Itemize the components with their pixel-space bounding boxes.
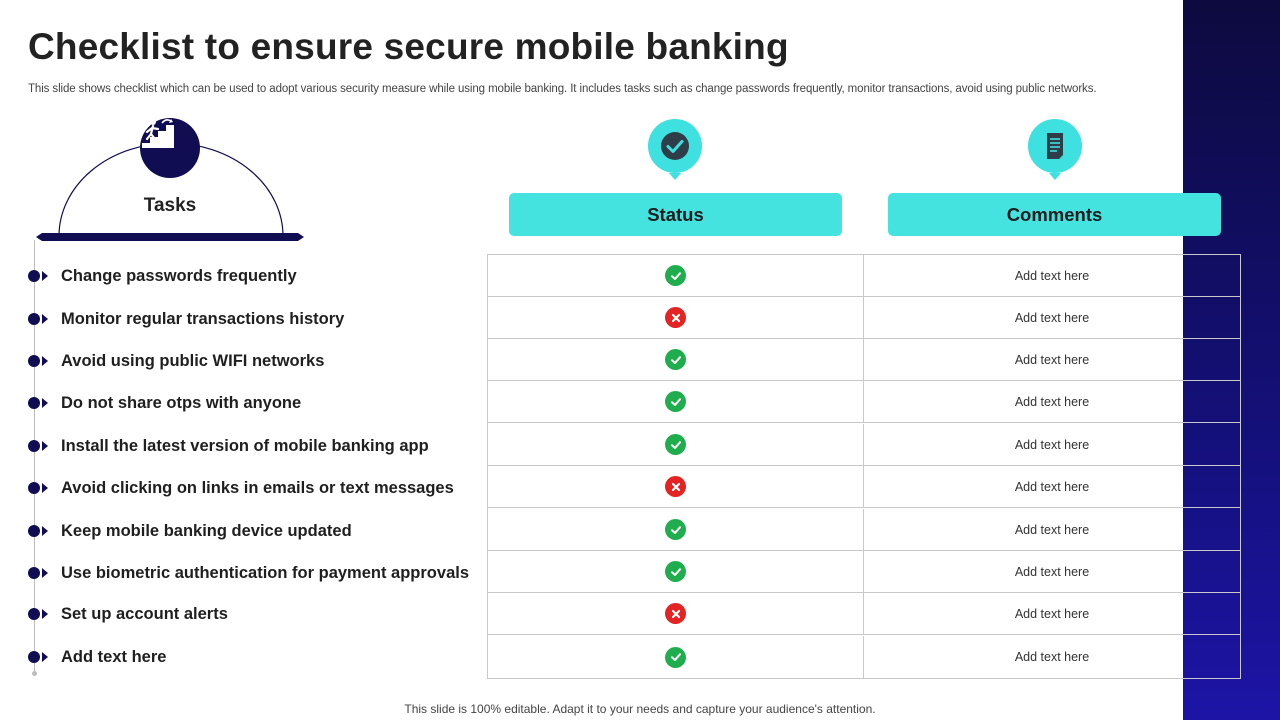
task-item bbox=[28, 382, 301, 424]
tasks-label: Tasks bbox=[143, 195, 197, 216]
task-text: Use biometric authentication for payment approvals bbox=[61, 563, 470, 582]
table-row bbox=[488, 551, 1240, 593]
bullet-icon bbox=[28, 481, 50, 495]
comment-cell: Add text here bbox=[1014, 564, 1090, 579]
status-cell bbox=[488, 551, 864, 592]
status-column-header: Status bbox=[509, 193, 842, 236]
status-icon-pointer bbox=[669, 173, 681, 180]
comment-cell: Add text here bbox=[1014, 522, 1090, 537]
comment-cell: Add text here bbox=[1014, 479, 1090, 494]
check-circle-icon bbox=[665, 265, 686, 286]
table-row bbox=[488, 339, 1240, 381]
bullet-icon bbox=[28, 524, 50, 538]
task-item bbox=[28, 552, 469, 594]
check-circle-icon bbox=[665, 519, 686, 540]
bullet-icon bbox=[28, 269, 50, 283]
status-cell bbox=[488, 466, 864, 507]
task-text: Do not share otps with anyone bbox=[61, 393, 302, 412]
comment-cell: Add text here bbox=[1014, 394, 1090, 409]
task-item bbox=[28, 298, 344, 340]
tasks-header bbox=[36, 118, 304, 242]
cross-circle-icon bbox=[665, 476, 686, 497]
bullet-icon bbox=[28, 650, 50, 664]
check-circle-icon bbox=[665, 647, 686, 668]
task-item bbox=[28, 636, 166, 678]
slide-subtitle: This slide shows checklist which can be used to adopt various security measure while using mobile banking. It includes tasks such as change passwords frequently, monitor transactions, avoid using public networks. bbox=[28, 83, 1097, 95]
checkmark-icon bbox=[648, 119, 702, 173]
task-item bbox=[28, 340, 324, 382]
check-circle-icon bbox=[665, 349, 686, 370]
comment-cell: Add text here bbox=[1014, 437, 1090, 452]
footer-note: This slide is 100% editable. Adapt it to your needs and capture your audience's attention. bbox=[404, 702, 876, 716]
status-cell bbox=[488, 424, 864, 465]
person-climbing-stairs-icon bbox=[140, 118, 200, 178]
task-item bbox=[28, 467, 454, 509]
table-row bbox=[488, 509, 1240, 551]
task-text: Avoid clicking on links in emails or text messages bbox=[61, 478, 454, 497]
task-item bbox=[28, 510, 352, 552]
task-item bbox=[28, 593, 228, 635]
task-text: Set up account alerts bbox=[61, 604, 228, 623]
table-row bbox=[488, 593, 1240, 635]
table-row bbox=[488, 466, 1240, 508]
comments-icon-pointer bbox=[1049, 173, 1061, 180]
status-cell bbox=[488, 381, 864, 422]
cross-circle-icon bbox=[665, 307, 686, 328]
status-cell bbox=[488, 593, 864, 634]
check-circle-icon bbox=[665, 434, 686, 455]
status-cell bbox=[488, 509, 864, 550]
table-row bbox=[488, 297, 1240, 339]
task-text: Add text here bbox=[61, 647, 167, 666]
status-cell bbox=[488, 339, 864, 380]
check-circle-icon bbox=[665, 561, 686, 582]
document-icon bbox=[1028, 119, 1082, 173]
task-text: Avoid using public WIFI networks bbox=[61, 351, 325, 370]
bullet-icon bbox=[28, 396, 50, 410]
table-row bbox=[488, 636, 1240, 678]
status-cell bbox=[488, 297, 864, 338]
bullet-icon bbox=[28, 312, 50, 326]
task-item bbox=[28, 255, 297, 297]
bullet-icon bbox=[28, 439, 50, 453]
comment-cell: Add text here bbox=[1014, 352, 1090, 367]
comment-cell: Add text here bbox=[1014, 310, 1090, 325]
table-row bbox=[488, 424, 1240, 466]
status-cell bbox=[488, 255, 864, 296]
comment-cell: Add text here bbox=[1014, 650, 1090, 664]
bullet-icon bbox=[28, 607, 50, 621]
bullet-icon bbox=[28, 566, 50, 580]
task-text: Change passwords frequently bbox=[61, 266, 297, 285]
task-item bbox=[28, 425, 429, 467]
cross-circle-icon bbox=[665, 603, 686, 624]
task-text: Keep mobile banking device updated bbox=[61, 521, 352, 540]
checklist-table bbox=[487, 254, 1241, 679]
slide-title: Checklist to ensure secure mobile banking bbox=[28, 26, 789, 67]
bullet-icon bbox=[28, 354, 50, 368]
table-row bbox=[488, 381, 1240, 423]
task-text: Install the latest version of mobile banking app bbox=[61, 436, 429, 455]
status-cell bbox=[488, 636, 864, 678]
comments-column-header: Comments bbox=[888, 193, 1221, 236]
comment-cell: Add text here bbox=[1014, 268, 1090, 283]
table-row bbox=[488, 255, 1240, 297]
comment-cell: Add text here bbox=[1014, 606, 1090, 621]
task-text: Monitor regular transactions history bbox=[61, 309, 345, 328]
check-circle-icon bbox=[665, 391, 686, 412]
